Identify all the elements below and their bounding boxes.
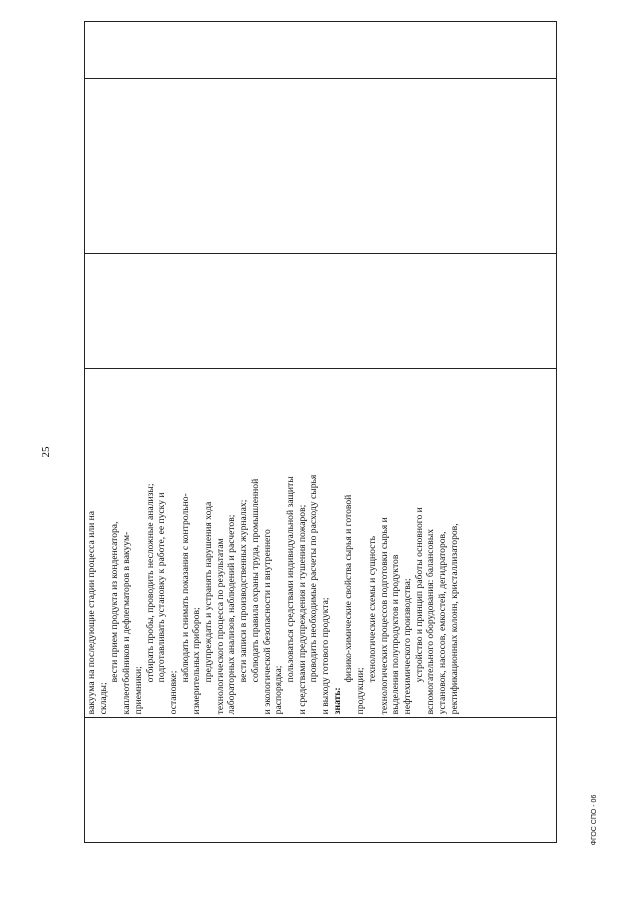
content-line: приемники; bbox=[132, 666, 144, 715]
content-line: нефтехимического производства; bbox=[401, 578, 413, 715]
content-line: соблюдать правила охраны труда, промышленной bbox=[249, 478, 261, 683]
content-line: установок, насосов, емкостей, дегидраторов, bbox=[437, 531, 449, 715]
content-line: проводить необходимые расчеты по расходу сырья bbox=[308, 474, 320, 683]
content-line: выделения полупродуктов и продуктов bbox=[390, 554, 402, 715]
content-line: продукции; bbox=[355, 667, 367, 715]
content-line: технологического процесса по результатам bbox=[214, 538, 226, 715]
content-line: измерительных приборов; bbox=[191, 607, 203, 715]
content-line: и средствами предупреждения и тушения пожаров; bbox=[296, 504, 308, 715]
content-line: знать: bbox=[331, 687, 343, 715]
content-line: вспомогательного оборудования: балансовых bbox=[425, 528, 437, 715]
page-number: 25 bbox=[40, 446, 52, 458]
table-column-hours bbox=[85, 253, 556, 368]
content-line: предупреждать и устранять нарушения хода bbox=[203, 501, 215, 683]
content-line: вести записи в производственных журналах; bbox=[238, 499, 250, 683]
content-line: технологических процессов подготовки сырья и bbox=[378, 517, 390, 715]
content-line: пользоваться средствами индивидуальной защиты bbox=[284, 476, 296, 683]
content-line: наблюдать и снимать показания с контрольно- bbox=[179, 493, 191, 683]
content-line: технологические схемы и сущность bbox=[366, 535, 378, 683]
content-line: лабораторных анализов, наблюдений и расчетов; bbox=[226, 514, 238, 715]
content-line: остановке; bbox=[167, 670, 179, 715]
competency-table bbox=[84, 21, 557, 843]
table-column-competence bbox=[85, 22, 556, 78]
content-line: и выходу готового продукта; bbox=[320, 597, 332, 715]
table-column-discipline bbox=[85, 78, 556, 254]
content-line: ректификационных колонн, кристаллизаторов, bbox=[448, 523, 460, 715]
content-text bbox=[86, 372, 461, 714]
content-line: распорядка; bbox=[273, 665, 285, 715]
content-line: и экологической безопасности и внутреннего bbox=[261, 529, 273, 715]
content-line: физико-химические свойства сырья и готовой bbox=[343, 494, 355, 683]
table-column-code bbox=[85, 717, 556, 842]
content-line: вести прием продукта из конденсатора, bbox=[109, 521, 121, 683]
content-line: каплеотбойников и дефлегматоров в вакуум- bbox=[121, 531, 133, 715]
content-line: устройство и принцип работы основного и bbox=[413, 507, 425, 683]
content-line: подготавливать установку к работе, ее пуску и bbox=[156, 492, 168, 683]
content-line: склады; bbox=[97, 682, 109, 715]
content-line: вакуума на последующие стадии процесса или на bbox=[86, 510, 97, 715]
table-column-content bbox=[85, 368, 556, 717]
document-code: ФГОС СПО - 06 bbox=[591, 794, 598, 846]
content-line: отбирать пробы, проводить несложные анализы; bbox=[144, 483, 156, 683]
